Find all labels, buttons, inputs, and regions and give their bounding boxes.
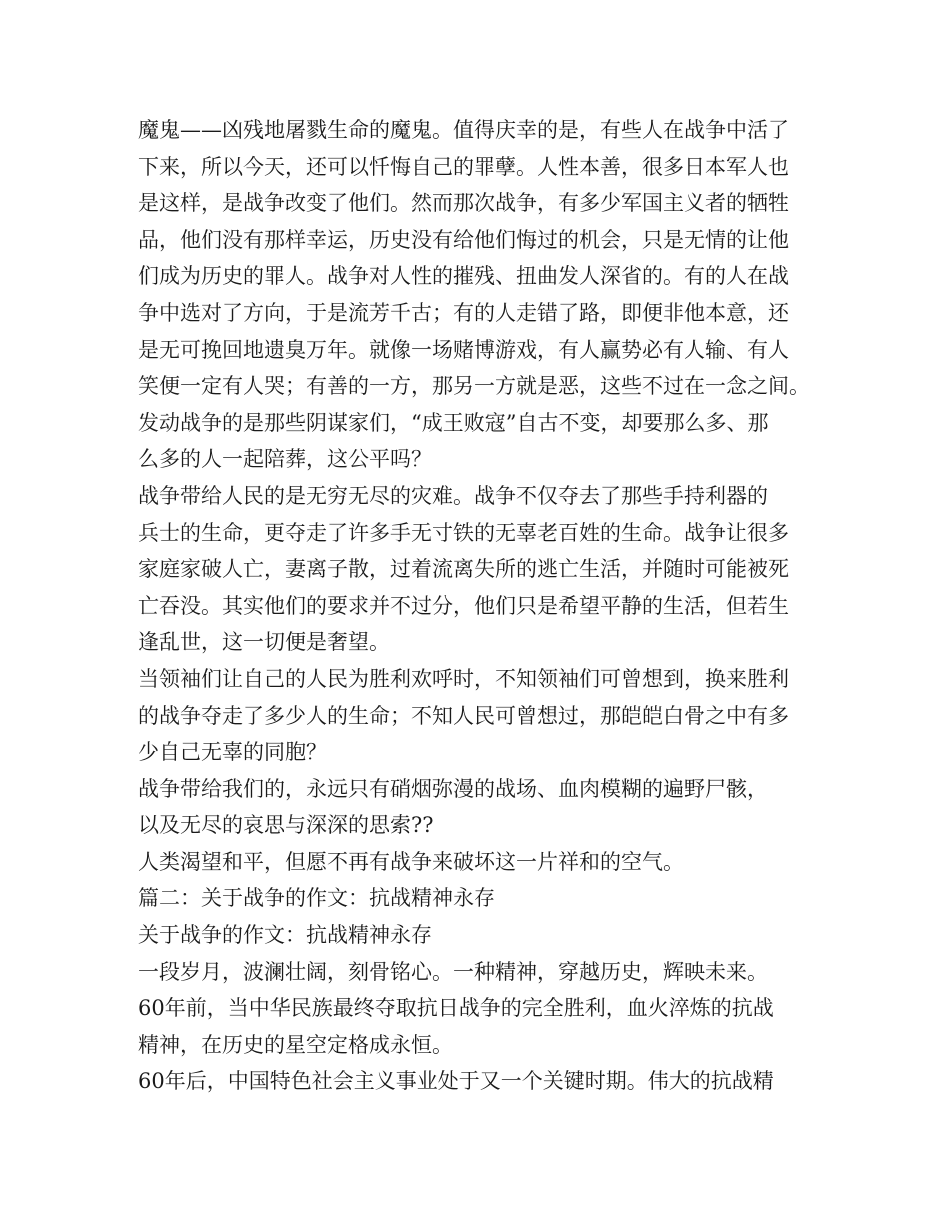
text-line: 亡吞没。其实他们的要求并不过分，他们只是希望平静的生活，但若生 [138,593,789,618]
text-line: 下来，所以今天，还可以忏悔自己的罪孽。人性本善，很多日本军人也 [138,154,789,179]
text-line: 的战争夺走了多少人的生命；不知人民可曾想过，那皑皑白骨之中有多 [138,703,789,728]
text-line: 品，他们没有那样幸运，历史没有给他们悔过的机会，只是无情的让他 [138,227,789,252]
text-line: 兵士的生命，更夺走了许多手无寸铁的无辜老百姓的生命。战争让很多 [138,520,789,545]
text-line: 以及无尽的哀思与深深的思索?? [138,813,434,838]
text-line: 当领袖们让自己的人民为胜利欢呼时，不知领袖们可曾想到，换来胜利 [138,666,789,691]
text-line: 是这样，是战争改变了他们。然而那次战争，有多少军国主义者的牺牲 [138,191,789,216]
text-line: 60年前，当中华民族最终夺取抗日战争的完全胜利，血火淬炼的抗战 [138,996,774,1021]
text-line: 精神，在历史的星空定格成永恒。 [138,1032,453,1057]
document-body [138,112,828,1100]
text-line: 逢乱世，这一切便是奢望。 [138,630,390,655]
article-title: 关于战争的作文：抗战精神永存 [138,923,432,948]
text-line: 家庭家破人亡，妻离子散，过着流离失所的逃亡生活，并随时可能被死 [138,557,789,582]
text-line: 笑便一定有人哭；有善的一方，那另一方就是恶，这些不过在一念之间。 [138,374,810,399]
text-line: 争中选对了方向，于是流芳千古；有的人走错了路，即便非他本意，还 [138,300,789,325]
text-line: 发动战争的是那些阴谋家们，“成王败寇”自古不变，却要那么多、那 [138,410,769,435]
text-line: 一段岁月，波澜壮阔，刻骨铭心。一种精神，穿越历史，辉映未来。 [138,959,768,984]
text-line: 是无可挽回地遗臭万年。就像一场赌博游戏，有人赢势必有人输、有人 [138,337,789,362]
text-line: 60年后，中国特色社会主义事业处于又一个关键时期。伟大的抗战精 [138,1069,774,1094]
text-line: 么多的人一起陪葬，这公平吗？ [138,447,432,472]
section-heading: 篇二：关于战争的作文：抗战精神永存 [138,886,495,911]
text-line: 们成为历史的罪人。战争对人性的摧残、扭曲发人深省的。有的人在战 [138,264,789,289]
text-line: 人类渴望和平，但愿不再有战争来破坏这一片祥和的空气。 [138,849,684,874]
text-line: 战争带给我们的，永远只有硝烟弥漫的战场、血肉模糊的遍野尸骸， [138,776,768,801]
text-line: 战争带给人民的是无穷无尽的灾难。战争不仅夺去了那些手持利器的 [138,483,768,508]
text-line: 少自己无辜的同胞？ [138,740,327,765]
text-line: 魔鬼——凶残地屠戮生命的魔鬼。值得庆幸的是，有些人在战争中活了 [138,118,789,142]
